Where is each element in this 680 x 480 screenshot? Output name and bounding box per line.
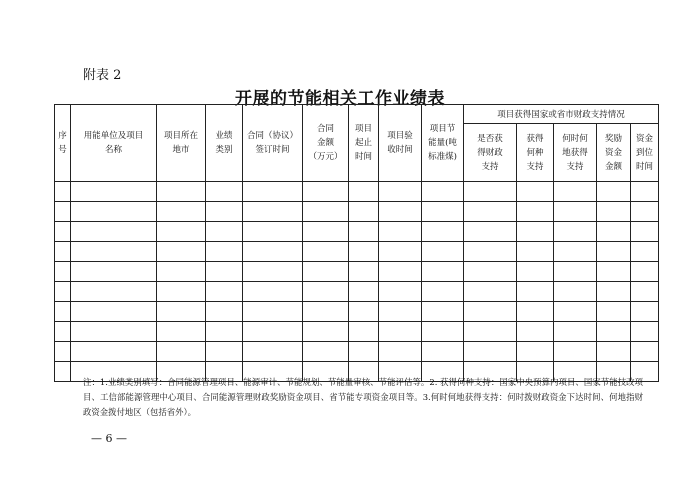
table-cell — [349, 182, 379, 202]
table-cell — [597, 182, 631, 202]
table-cell — [422, 202, 464, 222]
table-cell — [303, 182, 349, 202]
footnote: 注：1.业绩类别填写：合同能源管理项目、能源审计、节能规划、节能量审核、节能评估等。2. 获得何种支持：国家中央预算内项目、国家节能技改项目、工信部能源管理中心项目、合同能源管理财政奖励资金项目、省节能专项资金项目等。3.何时何地获得支持：何时拨财政资金下达时间、何地指财政资金拨付地区（包括省外）。 — [83, 377, 643, 417]
table-cell — [55, 202, 71, 222]
table-cell — [303, 242, 349, 262]
table-cell — [554, 242, 597, 262]
col-header-reward-amount: 奖励 资金 金额 — [597, 124, 631, 182]
table-cell — [597, 262, 631, 282]
table-cell — [379, 242, 422, 262]
performance-table — [54, 104, 659, 382]
table-cell — [631, 302, 659, 322]
table-cell — [517, 242, 554, 262]
table-cell — [157, 322, 206, 342]
table-cell — [464, 322, 517, 342]
table-cell — [55, 282, 71, 302]
table-cell — [597, 322, 631, 342]
table-cell — [422, 242, 464, 262]
table-cell — [554, 262, 597, 282]
table-cell — [597, 202, 631, 222]
table-cell — [303, 282, 349, 302]
table-cell — [379, 342, 422, 362]
table-cell — [206, 302, 243, 322]
table-cell — [71, 342, 157, 362]
table-cell — [631, 262, 659, 282]
table-cell — [243, 202, 303, 222]
table-cell — [55, 222, 71, 242]
table-cell — [157, 282, 206, 302]
table-cell — [243, 342, 303, 362]
table-cell — [71, 282, 157, 302]
table-cell — [71, 202, 157, 222]
page-number: — 6 — — [91, 432, 127, 445]
table-cell — [422, 302, 464, 322]
table-cell — [206, 262, 243, 282]
table-cell — [464, 282, 517, 302]
col-header-got-support: 是否获 得财政 支持 — [464, 124, 517, 182]
table-cell — [517, 202, 554, 222]
table-row — [55, 322, 659, 342]
table-cell — [464, 202, 517, 222]
table-cell — [303, 302, 349, 322]
table-cell — [517, 222, 554, 242]
table-cell — [55, 262, 71, 282]
table-cell — [303, 202, 349, 222]
annex-label: 附表 2 — [83, 68, 122, 83]
table-cell — [243, 182, 303, 202]
table-cell — [157, 262, 206, 282]
table-row — [55, 282, 659, 302]
table-cell — [631, 322, 659, 342]
table-cell — [349, 302, 379, 322]
table-cell — [379, 282, 422, 302]
table-cell — [349, 322, 379, 342]
table-cell — [517, 182, 554, 202]
table-cell — [349, 202, 379, 222]
table-cell — [631, 202, 659, 222]
col-header-energy-saving: 项目节 能量(吨 标准煤) — [422, 105, 464, 182]
table-cell — [157, 302, 206, 322]
table-cell — [71, 242, 157, 262]
table-cell — [464, 242, 517, 262]
table-row — [55, 222, 659, 242]
table-cell — [464, 182, 517, 202]
table-cell — [55, 342, 71, 362]
table-cell — [303, 342, 349, 362]
table-cell — [243, 242, 303, 262]
table-cell — [379, 182, 422, 202]
table-cell — [464, 302, 517, 322]
table-cell — [206, 202, 243, 222]
table-cell — [349, 242, 379, 262]
table-cell — [71, 182, 157, 202]
table-cell — [554, 342, 597, 362]
table-cell — [206, 242, 243, 262]
table-cell — [517, 302, 554, 322]
table-row — [55, 302, 659, 322]
table-cell — [55, 182, 71, 202]
table-row — [55, 262, 659, 282]
table-cell — [157, 242, 206, 262]
table-cell — [349, 282, 379, 302]
table-cell — [206, 342, 243, 362]
table-cell — [554, 222, 597, 242]
table-cell — [597, 282, 631, 302]
table-cell — [243, 222, 303, 242]
table-cell — [631, 342, 659, 362]
col-header-index: 序 号 — [55, 105, 71, 182]
table-cell — [422, 342, 464, 362]
table-cell — [631, 282, 659, 302]
table-cell — [303, 222, 349, 242]
table-cell — [243, 302, 303, 322]
table-cell — [422, 182, 464, 202]
table-cell — [71, 302, 157, 322]
table-cell — [243, 282, 303, 302]
table-cell — [517, 342, 554, 362]
table-cell — [157, 342, 206, 362]
table-cell — [379, 322, 422, 342]
table-cell — [631, 222, 659, 242]
table-cell — [349, 342, 379, 362]
table-row — [55, 202, 659, 222]
col-header-support-when-where: 何时何 地获得 支持 — [554, 124, 597, 182]
table-cell — [71, 322, 157, 342]
table-cell — [554, 322, 597, 342]
table-cell — [464, 342, 517, 362]
table-cell — [597, 342, 631, 362]
table-cell — [464, 262, 517, 282]
table-cell — [303, 262, 349, 282]
table-cell — [554, 282, 597, 302]
table-cell — [422, 222, 464, 242]
page-title: 开展的节能相关工作业绩表 — [235, 89, 445, 109]
table-cell — [157, 182, 206, 202]
table-cell — [157, 222, 206, 242]
table-cell — [71, 262, 157, 282]
table-cell — [631, 182, 659, 202]
table-cell — [422, 322, 464, 342]
table-cell — [597, 222, 631, 242]
col-header-period: 项目 起止 时间 — [349, 105, 379, 182]
table-row — [55, 182, 659, 202]
table-cell — [554, 182, 597, 202]
table-cell — [206, 282, 243, 302]
table-cell — [206, 222, 243, 242]
table-cell — [422, 262, 464, 282]
table-cell — [464, 222, 517, 242]
table-cell — [243, 322, 303, 342]
col-header-city: 项目所在 地市 — [157, 105, 206, 182]
col-header-support-type: 获得 何种 支持 — [517, 124, 554, 182]
table-cell — [303, 322, 349, 342]
table-cell — [517, 282, 554, 302]
col-header-unit-name: 用能单位及项目 名称 — [71, 105, 157, 182]
table-cell — [55, 322, 71, 342]
table-row — [55, 342, 659, 362]
table-cell — [597, 302, 631, 322]
table-cell — [379, 222, 422, 242]
table-cell — [349, 222, 379, 242]
support-group-header: 项目获得国家或省市财政支持情况 — [464, 105, 659, 124]
table-cell — [55, 242, 71, 262]
table-cell — [157, 202, 206, 222]
table-cell — [554, 202, 597, 222]
col-header-amount: 合同 金额 （万元） — [303, 105, 349, 182]
table-cell — [517, 322, 554, 342]
table-row — [55, 242, 659, 262]
table-cell — [206, 182, 243, 202]
table-cell — [206, 322, 243, 342]
table-cell — [422, 282, 464, 302]
col-header-fund-arrival: 资金 到位 时间 — [631, 124, 659, 182]
table-cell — [243, 262, 303, 282]
table-cell — [597, 242, 631, 262]
table-cell — [554, 302, 597, 322]
table-cell — [55, 362, 71, 382]
table-cell — [71, 222, 157, 242]
table-cell — [379, 262, 422, 282]
table-cell — [55, 302, 71, 322]
table-cell — [517, 262, 554, 282]
table-cell — [631, 242, 659, 262]
col-header-acceptance-date: 项目验 收时间 — [379, 105, 422, 182]
table-cell — [349, 262, 379, 282]
col-header-sign-date: 合同（协议） 签订时间 — [243, 105, 303, 182]
col-header-category: 业绩 类别 — [206, 105, 243, 182]
table-cell — [379, 202, 422, 222]
table-cell — [379, 302, 422, 322]
